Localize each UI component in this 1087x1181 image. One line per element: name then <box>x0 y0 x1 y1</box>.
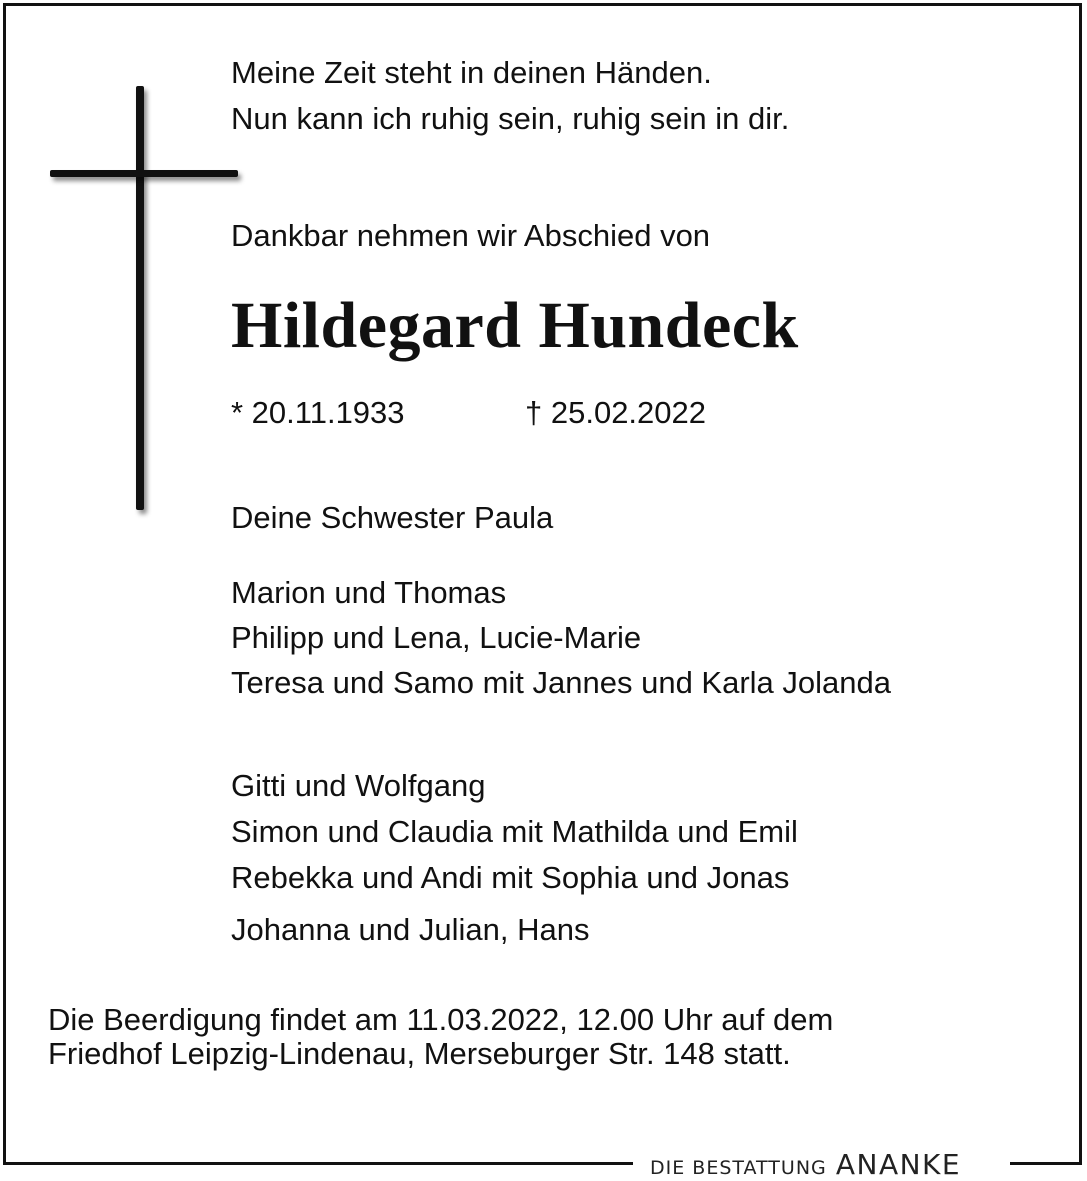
family-line: Simon und Claudia mit Mathilda und Emil <box>231 814 798 849</box>
bible-verse <box>231 50 789 142</box>
family-group-2 <box>231 763 798 953</box>
family-line: Johanna und Julian, Hans <box>231 912 590 947</box>
verse-line-2: Nun kann ich ruhig sein, ruhig sein in dir. <box>231 101 790 136</box>
undertaker-logo <box>650 1148 961 1181</box>
family-line: Philipp und Lena, Lucie-Marie <box>231 620 642 655</box>
frame-bottom-line-left <box>3 1162 633 1165</box>
frame-bottom-line-right <box>1010 1162 1082 1165</box>
life-dates <box>231 390 707 436</box>
funeral-line-1: Die Beerdigung findet am 11.03.2022, 12.00 Uhr auf dem <box>48 1002 834 1037</box>
family-group-1 <box>231 570 891 705</box>
death-date: † 25.02.2022 <box>525 395 707 430</box>
funeral-line-2: Friedhof Leipzig-Lindenau, Merseburger Str. 148 statt. <box>48 1036 791 1071</box>
footer-brand: ANANKE <box>835 1148 962 1181</box>
funeral-notice <box>48 1003 833 1071</box>
family-line: Rebekka und Andi mit Sophia und Jonas <box>231 860 790 895</box>
family-line: Gitti und Wolfgang <box>231 768 486 803</box>
birth-date: * 20.11.1933 <box>231 395 405 430</box>
family-line: Marion und Thomas <box>231 575 507 610</box>
cross-horizontal-beam <box>50 170 238 177</box>
footer-prefix: DIE BESTATTUNG <box>650 1157 827 1179</box>
verse-line-1: Meine Zeit steht in deinen Händen. <box>231 55 712 90</box>
deceased-name: Hildegard Hundeck <box>231 289 799 362</box>
family-line: Teresa und Samo mit Jannes und Karla Jolanda <box>231 665 892 700</box>
cross-vertical-beam <box>136 86 144 510</box>
farewell-intro: Dankbar nehmen wir Abschied von <box>231 218 711 253</box>
sister-line: Deine Schwester Paula <box>231 500 554 535</box>
